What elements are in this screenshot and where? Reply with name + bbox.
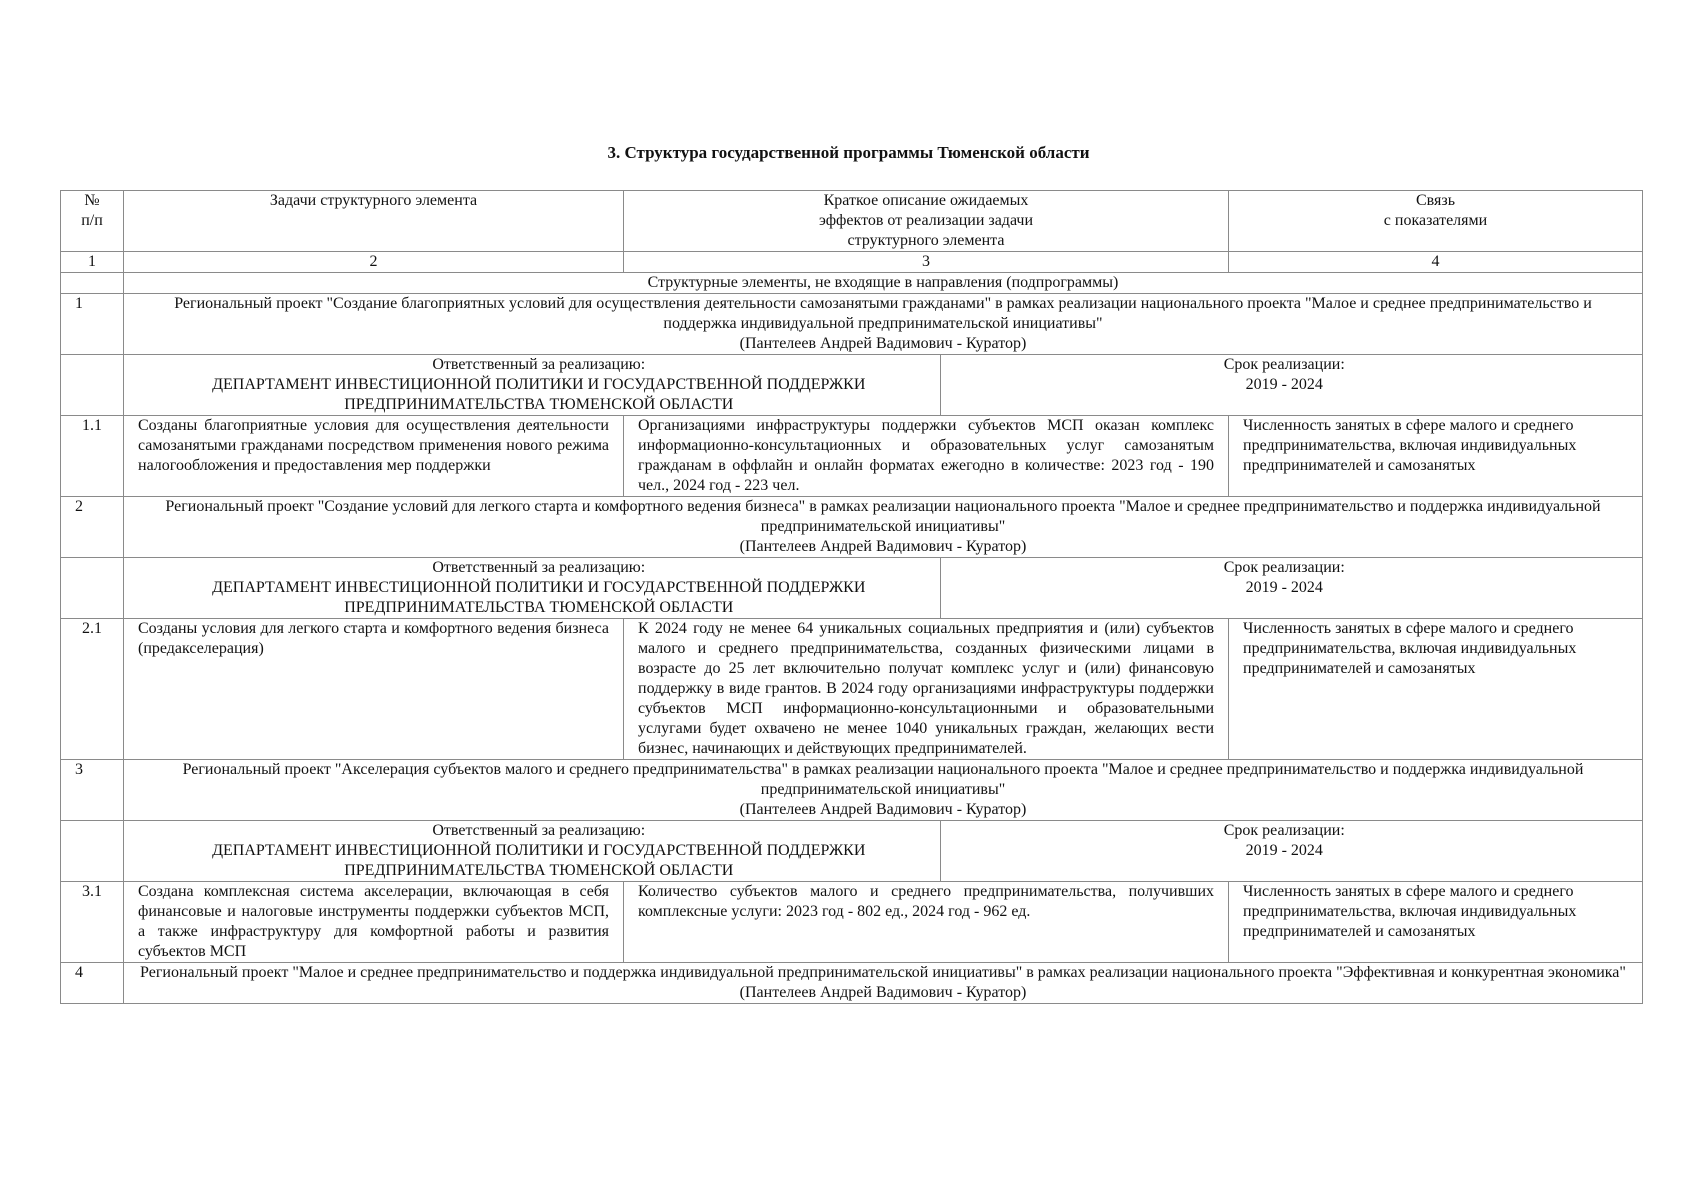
responsible-label: Ответственный за реализацию: bbox=[432, 356, 646, 373]
responsible-block bbox=[138, 355, 940, 415]
section-row bbox=[61, 273, 1643, 294]
project-title: Региональный проект "Создание благоприятных условий для осуществления деятельности самозанятыми гражданами" в рамках реализации национального проекта "Малое и среднее предпринимательство и поддержка индивидуальной предпринимательской инициативы" bbox=[174, 295, 1592, 332]
project-row bbox=[61, 760, 1643, 821]
term-value: 2019 - 2024 bbox=[1245, 376, 1323, 393]
header-num: № п/п bbox=[61, 191, 124, 252]
task-text: Создана комплексная система акселерации, включающая в себя финансовые и налоговые инструменты поддержки субъектов МСП, а также инфраструктуру для комфортной работы и развития субъектов МСП bbox=[124, 882, 624, 963]
empty-cell bbox=[61, 273, 124, 294]
task-indicator: Численность занятых в сфере малого и среднего предпринимательства, включая индивидуальных предпринимателей и самозанятых bbox=[1229, 882, 1643, 963]
column-number: 2 bbox=[124, 252, 624, 273]
task-row bbox=[61, 416, 1643, 497]
responsible-block bbox=[138, 821, 940, 881]
responsible-cell bbox=[124, 355, 1643, 416]
term-label: Срок реализации: bbox=[1223, 559, 1345, 576]
column-number: 1 bbox=[61, 252, 124, 273]
term-value: 2019 - 2024 bbox=[1245, 842, 1323, 859]
term-block bbox=[940, 355, 1628, 415]
responsible-row bbox=[61, 558, 1643, 619]
project-curator: (Пантелеев Андрей Вадимович - Куратор) bbox=[739, 538, 1027, 555]
header-tasks: Задачи структурного элемента bbox=[124, 191, 624, 252]
column-number: 3 bbox=[624, 252, 1229, 273]
responsible-name: ДЕПАРТАМЕНТ ИНВЕСТИЦИОННОЙ ПОЛИТИКИ И ГОСУДАРСТВЕННОЙ ПОДДЕРЖКИ ПРЕДПРИНИМАТЕЛЬСТВА ТЮМЕНСКОЙ ОБЛАСТИ bbox=[212, 579, 866, 616]
project-title-cell bbox=[124, 294, 1643, 355]
task-effect: Количество субъектов малого и среднего предпринимательства, получивших комплексные услуги: 2023 год - 802 ед., 2024 год - 962 ед. bbox=[624, 882, 1229, 963]
header-row bbox=[61, 191, 1643, 252]
responsible-block bbox=[138, 558, 940, 618]
project-title: Региональный проект "Создание условий для легкого старта и комфортного ведения бизнеса" в рамках реализации национального проекта "Малое и среднее предпринимательство и поддержка индивидуальной предпринимательской инициативы" bbox=[165, 498, 1601, 535]
project-number: 4 bbox=[61, 963, 124, 1004]
project-row bbox=[61, 294, 1643, 355]
column-numbers-row bbox=[61, 252, 1643, 273]
task-number: 3.1 bbox=[61, 882, 124, 963]
responsible-label: Ответственный за реализацию: bbox=[432, 822, 646, 839]
term-block bbox=[940, 558, 1628, 618]
task-indicator: Численность занятых в сфере малого и среднего предпринимательства, включая индивидуальных предпринимателей и самозанятых bbox=[1229, 416, 1643, 497]
header-link: Связь с показателями bbox=[1229, 191, 1643, 252]
responsible-cell bbox=[124, 558, 1643, 619]
task-number: 1.1 bbox=[61, 416, 124, 497]
page-title: 3. Структура государственной программы Тюменской области bbox=[607, 143, 1090, 162]
project-title-cell bbox=[124, 497, 1643, 558]
section-title: Структурные элементы, не входящие в направления (подпрограммы) bbox=[124, 273, 1643, 294]
task-row bbox=[61, 619, 1643, 760]
project-number: 3 bbox=[61, 760, 124, 821]
responsible-cell bbox=[124, 821, 1643, 882]
task-text: Созданы условия для легкого старта и комфортного ведения бизнеса (предакселерация) bbox=[124, 619, 624, 760]
responsible-name: ДЕПАРТАМЕНТ ИНВЕСТИЦИОННОЙ ПОЛИТИКИ И ГОСУДАРСТВЕННОЙ ПОДДЕРЖКИ ПРЕДПРИНИМАТЕЛЬСТВА ТЮМЕНСКОЙ ОБЛАСТИ bbox=[212, 376, 866, 413]
term-label: Срок реализации: bbox=[1223, 822, 1345, 839]
task-number: 2.1 bbox=[61, 619, 124, 760]
project-title-cell bbox=[124, 963, 1643, 1004]
responsible-name: ДЕПАРТАМЕНТ ИНВЕСТИЦИОННОЙ ПОЛИТИКИ И ГОСУДАРСТВЕННОЙ ПОДДЕРЖКИ ПРЕДПРИНИМАТЕЛЬСТВА ТЮМЕНСКОЙ ОБЛАСТИ bbox=[212, 842, 866, 879]
project-title: Региональный проект "Малое и среднее предпринимательство и поддержка индивидуальной предпринимательской инициативы" в рамках реализации национального проекта "Эффективная и конкурентная экономика" bbox=[140, 964, 1626, 981]
project-number: 2 bbox=[61, 497, 124, 558]
project-curator: (Пантелеев Андрей Вадимович - Куратор) bbox=[739, 984, 1027, 1001]
task-effect: К 2024 году не менее 64 уникальных социальных предприятия и (или) субъектов малого и среднего предпринимательства, созданных физическими лицами в возрасте до 25 лет включительно получат комплекс услуг и (или) финансовую поддержку в виде грантов. В 2024 году организациями инфраструктуры поддержки субъектов МСП информационно-консультационными и образовательными услугами будет охвачено не менее 1040 уникальных граждан, желающих вести бизнес, начинающих и действующих предпринимателей. bbox=[624, 619, 1229, 760]
project-curator: (Пантелеев Андрей Вадимович - Куратор) bbox=[739, 335, 1027, 352]
project-row bbox=[61, 963, 1643, 1004]
task-effect: Организациями инфраструктуры поддержки субъектов МСП оказан комплекс информационно-консультационных и образовательных услуг самозанятым гражданам в оффлайн и онлайн форматах ежегодно в количестве: 2023 год - 190 чел., 2024 год - 223 чел. bbox=[624, 416, 1229, 497]
empty-cell bbox=[61, 821, 124, 882]
term-block bbox=[940, 821, 1628, 881]
project-title-cell bbox=[124, 760, 1643, 821]
empty-cell bbox=[61, 558, 124, 619]
project-title: Региональный проект "Акселерация субъектов малого и среднего предпринимательства" в рамках реализации национального проекта "Малое и среднее предпринимательство и поддержка индивидуальной предпринимательской инициативы" bbox=[182, 761, 1584, 798]
responsible-row bbox=[61, 821, 1643, 882]
project-row bbox=[61, 497, 1643, 558]
column-number: 4 bbox=[1229, 252, 1643, 273]
header-effects: Краткое описание ожидаемых эффектов от реализации задачи структурного элемента bbox=[624, 191, 1229, 252]
responsible-label: Ответственный за реализацию: bbox=[432, 559, 646, 576]
structure-table bbox=[60, 190, 1643, 1004]
task-text: Созданы благоприятные условия для осуществления деятельности самозанятыми гражданами посредством применения нового режима налогообложения и предоставления мер поддержки bbox=[124, 416, 624, 497]
project-number: 1 bbox=[61, 294, 124, 355]
task-indicator: Численность занятых в сфере малого и среднего предпринимательства, включая индивидуальных предпринимателей и самозанятых bbox=[1229, 619, 1643, 760]
project-curator: (Пантелеев Андрей Вадимович - Куратор) bbox=[739, 801, 1027, 818]
term-value: 2019 - 2024 bbox=[1245, 579, 1323, 596]
task-row bbox=[61, 882, 1643, 963]
term-label: Срок реализации: bbox=[1223, 356, 1345, 373]
responsible-row bbox=[61, 355, 1643, 416]
empty-cell bbox=[61, 355, 124, 416]
